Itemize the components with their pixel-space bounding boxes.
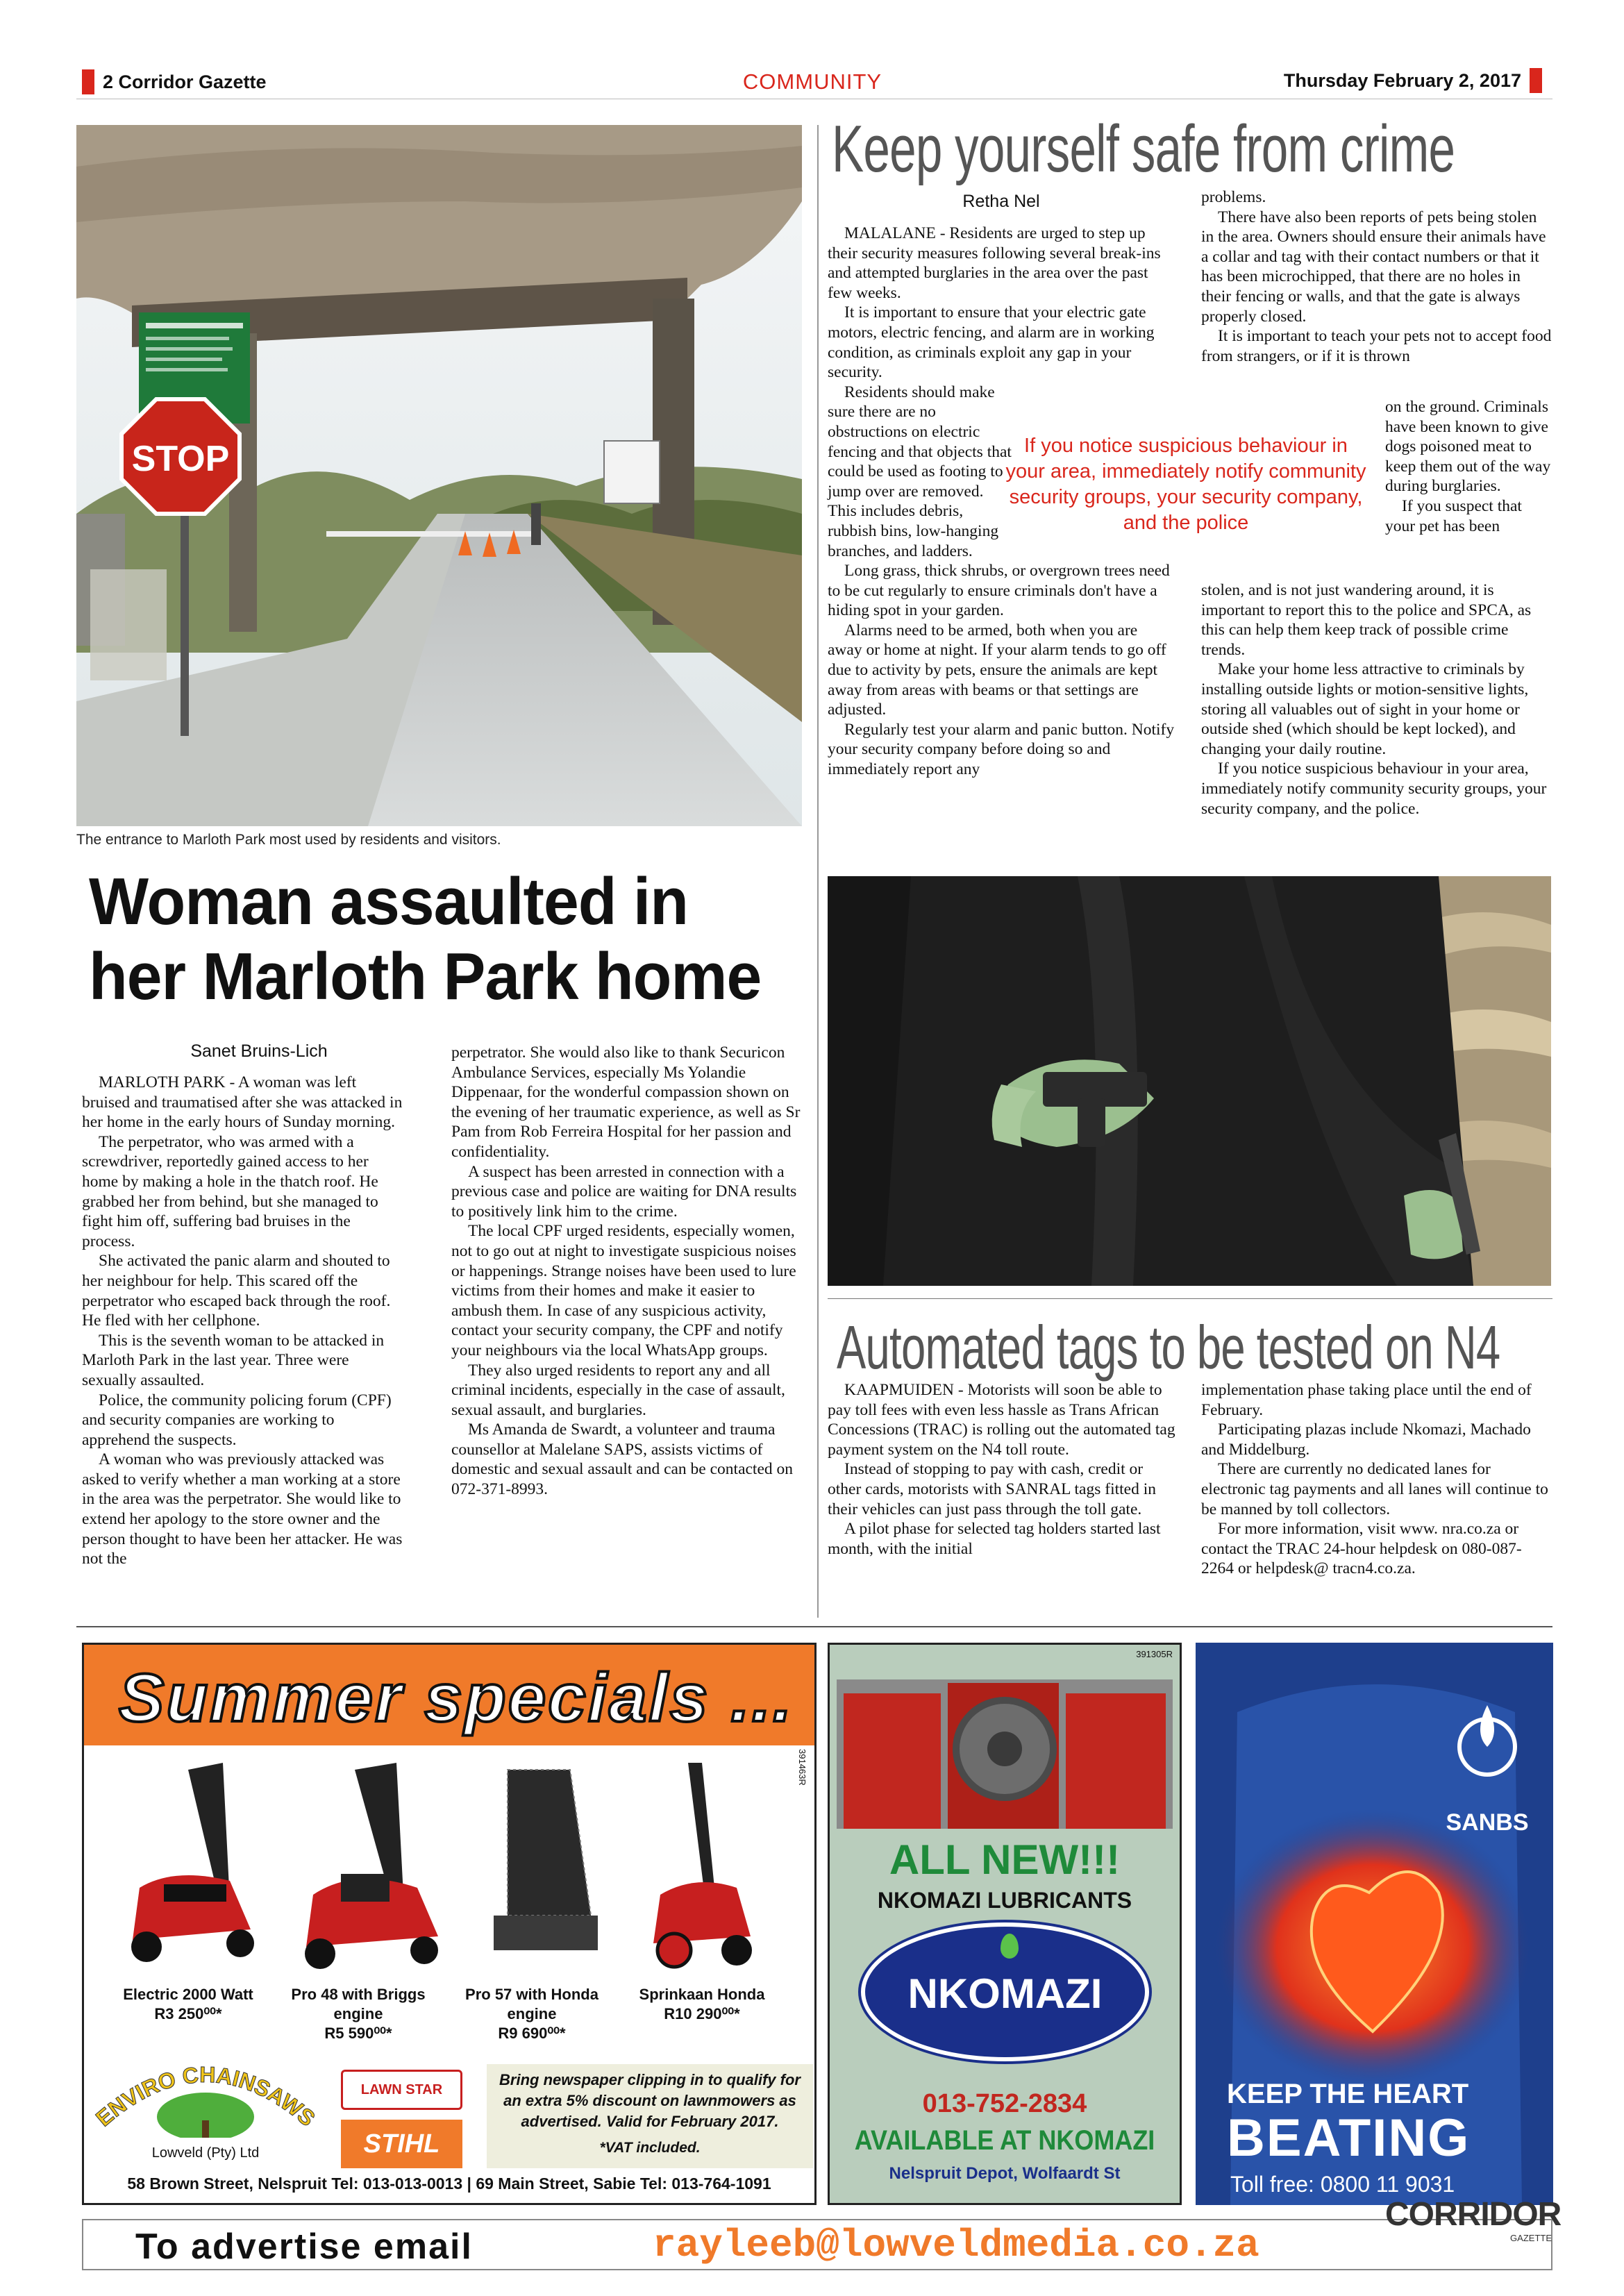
logo-subtitle: Lowveld (Pty) Ltd: [151, 2145, 260, 2161]
sanbs-ad[interactable]: [1196, 1643, 1553, 2205]
mower-name: Pro 57 with Honda engine: [465, 1986, 598, 2022]
paragraph: It is important to ensure that your electric gate motors, electric fencing, and alarm are in working condition, as criminals exploit any gap in your security.: [828, 303, 1155, 382]
toll-article-col1: [828, 1380, 1178, 1559]
paragraph: The local CPF urged residents, especially women, not to go out at night to investigate suspicious noises or happenings. Strange noises have been used to lure victims from their homes and make it easier to ambush them. In case of any suspicious activity, contact your security company, the CPF and notify your neighbours via the local WhatsApp groups.: [451, 1222, 796, 1359]
section-label: COMMUNITY: [742, 69, 882, 94]
section-rule: [828, 1298, 1552, 1299]
ad-code: 391463R: [797, 1749, 807, 1786]
crime-article-col2-narrow: [1385, 397, 1552, 536]
mower-electric-icon: [131, 1763, 254, 1962]
masthead-subtitle: GAZETTE: [1510, 2233, 1552, 2243]
page-header-left: [82, 68, 290, 96]
vat-note: *VAT included.: [599, 2140, 701, 2156]
ads-top-rule: [76, 1626, 1552, 1627]
mower-3-label: [452, 1985, 612, 2043]
park-gate-photo: [76, 125, 802, 826]
logo-text: NKOMAZI: [907, 1970, 1103, 2017]
woman-article-byline: Sanet Bruins-Lich: [190, 1041, 328, 1061]
phone-number: 013-752-2834: [922, 2089, 1087, 2118]
ad-code: 391305R: [1136, 1649, 1173, 1659]
paragraph: implementation phase taking place until the end of February.: [1201, 1381, 1532, 1419]
paragraph: Instead of stopping to pay with cash, credit or other cards, motorists with SANRAL tags fitted in their vehicles can just pass through the toll gate.: [828, 1460, 1156, 1518]
toll-free-number: Toll free: 0800 11 9031: [1230, 2172, 1455, 2197]
ad-line-2: BEATING: [1227, 2109, 1471, 2168]
paragraph: MARLOTH PARK - A woman was left bruised and traumatised after she was attacked in her home in the early hours of Sunday morning.: [82, 1073, 403, 1132]
mower-name: Electric 2000 Watt: [123, 1986, 253, 2003]
paragraph: She activated the panic alarm and shouted to her neighbour for help. This scared off the perpetrator who escaped back through the roof. He fled with her cellphone.: [82, 1252, 391, 1330]
paragraph: stolen, and is not just wandering around, it is important to report this to the police and SPCA, as this can help them keep track of possible crime trends.: [1201, 581, 1532, 659]
intruder-with-gun-photo: [828, 876, 1551, 1286]
paragraph: This is the seventh woman to be attacked in Marloth Park in the last year. Three were sexually assaulted.: [82, 1331, 385, 1389]
paragraph: Participating plazas include Nkomazi, Machado and Middelburg.: [1201, 1421, 1531, 1459]
ad-subheadline: NKOMAZI LUBRICANTS: [877, 1888, 1132, 1913]
issue-date: Thursday February 2, 2017: [1283, 69, 1521, 91]
crime-article-headline: Keep yourself safe from crime: [832, 112, 1455, 186]
oil-drums-illustration: [837, 1666, 1173, 1829]
paragraph: A pilot phase for selected tag holders started last month, with the initial: [828, 1520, 1161, 1558]
paragraph: Ms Amanda de Swardt, a volunteer and trauma counsellor at Malelane SAPS, assists victims of domestic and sexual assault and can be contacted on 072-371-8993.: [451, 1421, 794, 1499]
paragraph: Alarms need to be armed, both when you are away or home at night. If your alarm tends to go off due to activity by pets, ensure the animals are kept away from areas with beams or that settings are adjusted.: [828, 621, 1166, 719]
paragraph: KAAPMUIDEN - Motorists will soon be able to pay toll fees with even less hassle as Trans African Concessions (TRAC) is rolling out the automated tag payment system on the N4 toll route.: [828, 1381, 1175, 1459]
depot-address: Nelspruit Depot, Wolfaardt St: [889, 2164, 1121, 2183]
paragraph: A suspect has been arrested in connection with a previous case and police are waiting for DNA results to positively link him to the crime.: [451, 1162, 797, 1221]
page-number-title: 2 Corridor Gazette: [103, 71, 267, 92]
stop-sign-text: STOP: [131, 439, 230, 479]
enviro-chainsaws-ad[interactable]: [82, 1643, 817, 2205]
paragraph: For more information, visit www. nra.co.za or contact the TRAC 24-hour helpdesk on 080-087-2264 or helpdesk@ tracn4.co.za.: [1201, 1520, 1522, 1578]
mower-4-label: [622, 1985, 782, 2024]
ad-banner: [84, 1645, 814, 1745]
mower-pro48-icon: [305, 1763, 438, 1969]
ad-headline: ALL NEW!!!: [889, 1836, 1121, 1883]
lawnstar-logo: LAWN STAR: [341, 2070, 462, 2110]
paragraph: perpetrator. She would also like to thank Securicon Ambulance Services, especially Ms Yolandie Dippenaar, for the wonderful compassion shown on the evening of her traumatic experience, as well as Sr Pam from Rob Ferreira Hospital for her passion and confidentiality.: [451, 1044, 801, 1161]
header-accent-bar: [1530, 68, 1542, 93]
ad-address-footer: 58 Brown Street, Nelspruit Tel: 013-013-0013 | 69 Main Street, Sabie Tel: 013-764-1091: [127, 2175, 771, 2193]
column-divider: [817, 125, 819, 1618]
toll-article-headline: Automated tags to be tested on N4: [837, 1313, 1500, 1382]
paragraph: There are currently no dedicated lanes for electronic tag payments and all lanes will continue to be manned by toll collectors.: [1201, 1460, 1548, 1518]
woman-article-headline: [89, 864, 775, 1014]
mower-name: Sprinkaan Honda: [639, 1986, 765, 2003]
advertise-email-link[interactable]: rayleeb@lowveldmedia.co.za: [653, 2223, 1259, 2268]
mower-sprinkaan-icon: [653, 1763, 752, 1967]
stihl-logo: STIHL: [341, 2120, 462, 2168]
mower-price: R3 250⁰⁰*: [154, 2005, 222, 2022]
mower-price: R9 690⁰⁰*: [498, 2025, 566, 2042]
oil-drop-icon: [1001, 1934, 1019, 1959]
header-accent-bar: [82, 69, 94, 94]
promo-text: Bring newspaper clipping in to qualify for an extra 5% discount on lawnmowers as advertised. Valid for February 2017.: [499, 2071, 801, 2130]
paragraph: Police, the community policing forum (CPF) and security companies are working to apprehend the suspects.: [82, 1391, 392, 1449]
paragraph: A woman who was previously attacked was asked to verify whether a man working at a store in the area was the perpetrator. She would like to extend her apology to the store owner and the person thought to have been her attacker. He was not the: [82, 1450, 403, 1568]
nkomazi-lubricants-ad[interactable]: [828, 1643, 1182, 2205]
gate-photo-caption: The entrance to Marloth Park most used by residents and visitors.: [76, 832, 501, 848]
advertise-footer: [82, 2219, 1552, 2270]
paragraph: MALALANE - Residents are urged to step up their security measures following several break-ins and attempted burglaries in the area over the past few weeks.: [828, 224, 1161, 302]
paragraph: Make your home less attractive to criminals by installing outside lights or motion-sensitive lights, storing all valuables out of sight in your home or outside shed (which should be kept locked), and changing your daily routine.: [1201, 660, 1529, 758]
enviro-chainsaws-logo: [94, 2061, 317, 2165]
mower-pro57-icon: [494, 1770, 598, 1950]
mower-1-label: [108, 1985, 268, 2024]
banner-text: Summer specials ...: [119, 1659, 794, 1736]
paragraph: The perpetrator, who was armed with a screwdriver, reportedly gained access to her home by making a hole in the thatch roof. He grabbed her from behind, but she managed to fight him off, suffering bad bruises in the process.: [82, 1132, 378, 1250]
ad-line-1: KEEP THE HEART: [1227, 2079, 1469, 2109]
paragraph: If you suspect that your pet has been: [1385, 496, 1522, 535]
masthead-title: CORRIDOR: [1385, 2196, 1562, 2233]
advertise-label: To advertise email: [135, 2227, 473, 2267]
mower-name: Pro 48 with Briggs engine: [291, 1986, 426, 2022]
paragraph: on the ground. Criminals have been known to give dogs poisoned meat to keep them out of the way during burglaries.: [1385, 398, 1551, 496]
availability: AVAILABLE AT NKOMAZI: [854, 2125, 1155, 2156]
mower-price: R10 290⁰⁰*: [664, 2005, 740, 2022]
paragraph: It is important to teach your pets not to accept food from strangers, or if it is thrown: [1201, 327, 1552, 365]
paragraph: They also urged residents to report any and all criminal incidents, especially in the case of assault, sexual assault, and burglaries.: [451, 1361, 785, 1419]
logo-text: NVIRO CHAINSAW: [103, 2061, 308, 2122]
promo-box: [487, 2064, 813, 2168]
corridor-gazette-masthead: [1385, 2196, 1562, 2243]
headline-line-1: Woman assaulted in: [89, 864, 689, 939]
paragraph: Residents should make sure there are no obstructions on electric fencing and that objects that could be used as footing to jump over are removed. This includes debris, rubbish bins, low-hanging branches, and ladders.: [828, 383, 1012, 560]
paragraph: Regularly test your alarm and panic button. Notify your security company before doing so and immediately report any: [828, 720, 1175, 779]
sanbs-logo: SANBS: [1446, 1809, 1529, 1836]
lawnmowers-illustration: [91, 1756, 785, 1978]
paragraph: There have also been reports of pets being stolen in the area. Owners should ensure their animals have a collar and tag with their contact numbers or that it has been microchipped, that there are no holes in their fencing or walls, and that the gate is always properly closed.: [1201, 208, 1546, 326]
crime-article-col2-top: [1201, 187, 1552, 366]
page-header-right: [1284, 67, 1542, 94]
mower-2-label: [278, 1985, 438, 2043]
mower-price: R5 590⁰⁰*: [324, 2025, 392, 2042]
nkomazi-logo: [861, 1922, 1149, 2061]
crime-article-byline: Retha Nel: [962, 192, 1040, 211]
paragraph: Long grass, thick shrubs, or overgrown trees need to be cut regularly to ensure criminals don't have a hiding spot in your garden.: [828, 562, 1170, 620]
paragraph: problems.: [1201, 188, 1266, 206]
crime-article-col2-bottom: [1201, 580, 1552, 819]
toll-article-col2: [1201, 1380, 1552, 1579]
pull-quote: If you notice suspicious behaviour in your area, immediately notify community security groups, your security company, and the police: [1005, 435, 1366, 534]
woman-article-col2: [451, 1043, 804, 1500]
woman-article-col1: [82, 1073, 403, 1569]
paragraph: If you notice suspicious behaviour in your area, immediately notify community security groups, your security company, and the police.: [1201, 760, 1547, 818]
headline-line-2: her Marloth Park home: [89, 939, 762, 1014]
